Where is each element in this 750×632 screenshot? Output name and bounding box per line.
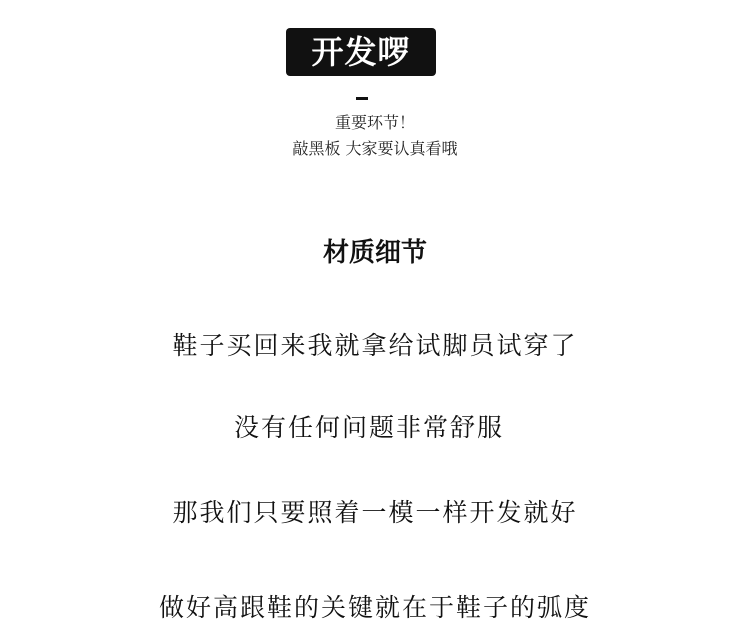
body-text-line: 那我们只要照着一模一样开发就好	[172, 498, 578, 527]
header-badge: 开发啰	[286, 28, 436, 76]
header-divider	[356, 97, 368, 100]
body-text-line: 没有任何问题非常舒服	[233, 413, 504, 442]
subtitle-line-2: 敲黑板 大家要认真看哦	[292, 139, 458, 158]
subtitle-line-1: 重要环节！	[334, 113, 415, 132]
body-text-line: 鞋子买回来我就拿给试脚员试穿了	[172, 331, 578, 360]
body-text-line: 做好高跟鞋的关键就在于鞋子的弧度	[158, 593, 591, 622]
section-title: 材质细节	[322, 238, 427, 268]
